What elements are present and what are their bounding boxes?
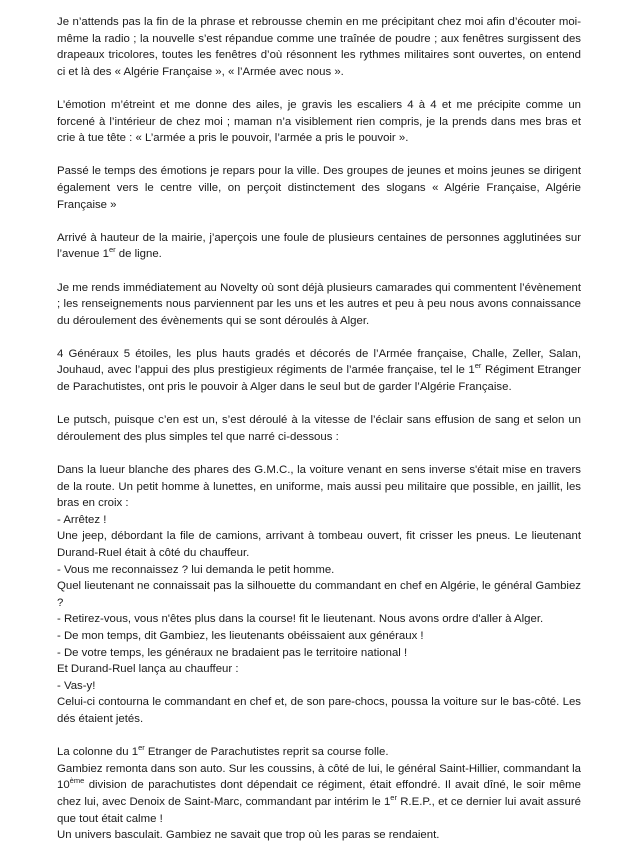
paragraph-ville: Passé le temps des émotions je repars pour la ville. Des groupes de jeunes et moins jeunes se dirigent également vers le centre ville, on perçoit distinctement des slogans « Algérie Française, Algérie Française » — [57, 165, 581, 211]
dialogue-line: Une jeep, débordant la file de camions, arrivant à tombeau ouvert, fit crisser les pneus. Le lieutenant Durand-Ruel était à côté du chauffeur. — [57, 530, 581, 559]
gambiez-superscript-division: ème — [69, 776, 85, 786]
dialogue-line: - De mon temps, dit Gambiez, les lieutenants obéissaient aux généraux ! — [57, 629, 424, 642]
dialogue-line: - Retirez-vous, vous n'êtes plus dans la course! fit le lieutenant. Nous avons ordre d'aller à Alger. — [57, 613, 544, 626]
mairie-text: Arrivé à hauteur de la mairie, j’aperçois une foule de plusieurs centaines de personnes agglutinées sur l’avenue 1 — [57, 231, 581, 261]
paragraph-putsch: Le putsch, puisque c’en est un, s’est déroulé à la vitesse de l’éclair sans effusion de sang et selon un déroulement des plus simples tel que narré ci-dessous : — [57, 414, 581, 443]
paragraph-emotion: L’émotion m’étreint et me donne des ailes, je gravis les escaliers 4 à 4 et me précipite comme un forcené à l’intérieur de chez moi ; maman n’a visiblement rien compris, je la prends dans mes bras et crie à tue tête : « L’armée a pris le pouvoir, l’armée a pris le pouvoir ». — [57, 98, 581, 145]
colonne-line — [57, 744, 581, 761]
gambiez-text-end: R.E.P., et ce dernier lui avait assuré que tout était calme ! — [57, 795, 581, 825]
dialogue-line: - Vous me reconnaissez ? lui demanda le petit homme. — [57, 563, 335, 576]
gambiez-text-middle: division de parachutistes dont dépendait ce régiment, était effondré. Il avait dîné, le soir même chez lui, avec Denoix de Saint-Marc, commandant par intérim le 1 — [57, 779, 581, 808]
colonne-text-end: Etranger de Parachutistes reprit sa course folle. — [144, 746, 389, 759]
generaux-superscript: er — [474, 361, 482, 371]
paragraph-generaux — [57, 346, 581, 396]
dialogue-line: Et Durand-Ruel lança au chauffeur : — [57, 663, 239, 676]
gambiez-line — [57, 761, 581, 827]
paragraph-mairie — [57, 230, 581, 263]
paragraph-radio: Je n’attends pas la fin de la phrase et rebrousse chemin en me précipitant chez moi afin d’écouter moi-même la radio ; la nouvelle s’est répandue comme une traînée de poudre ; aux fenêtres surgissent des drapeaux tricolores, toutes les fenêtres d’où résonnent les rythmes militaires sont ouvertes, on entend ci et là des « Algérie Française », « l’Armée avec nous ». — [57, 16, 581, 78]
dialogue-line: Celui-ci contourna le commandant en chef et, de son pare-chocs, poussa la voiture sur le bas-côté. Les dés étaient jetés. — [57, 696, 581, 725]
dialogue-line: Quel lieutenant ne connaissait pas la silhouette du commandant en chef en Algérie, le général Gambiez ? — [57, 580, 581, 609]
document-page — [57, 14, 581, 844]
paragraph-novelty: Je me rends immédiatement au Novelty où sont déjà plusieurs camarades qui commentent l’évènement ; les renseignements nous parviennent par les uns et les autres et peu à peu nous avons connaissance du déroulement des évènements qui se sont déroulés à Alger. — [57, 281, 581, 327]
mairie-text-end: de ligne. — [115, 248, 162, 261]
dialogue-line: Dans la lueur blanche des phares des G.M.C., la voiture venant en sens inverse s'était mise en travers de la route. Un petit homme à lunettes, en uniforme, mais aussi peu militaire que possible, en jaillit, les bras en croix : — [57, 464, 581, 510]
colonne-superscript: er — [138, 743, 145, 753]
gambiez-superscript-rep: er — [390, 793, 397, 803]
dialogue-line: - Vas-y! — [57, 679, 96, 692]
dialogue-line: - De votre temps, les généraux ne bradaient pas le territoire national ! — [57, 646, 408, 659]
closing-block — [57, 744, 581, 844]
generaux-text-end: Régiment Etranger de Parachutistes, ont pris le pouvoir à Alger dans le seul but de garder l’Algérie Française. — [57, 364, 581, 394]
colonne-text: La colonne du 1 — [57, 746, 139, 759]
generaux-text: 4 Généraux 5 étoiles, les plus hauts gradés et décorés de l’Armée française, Challe, Zeller, Salan, Jouhaud, avec l’appui des plus prestigieux régiments de l’armée française, tel le 1 — [57, 347, 581, 377]
dialogue-block — [57, 462, 581, 728]
dialogue-line: - Arrêtez ! — [57, 513, 107, 526]
univers-line: Un univers basculait. Gambiez ne savait que trop où les paras se rendaient. — [57, 829, 440, 842]
mairie-superscript: er — [108, 245, 116, 255]
gambiez-text: Gambiez remonta dans son auto. Sur les coussins, à côté de lui, le général Saint-Hillier, commandant la 10 — [57, 762, 581, 792]
